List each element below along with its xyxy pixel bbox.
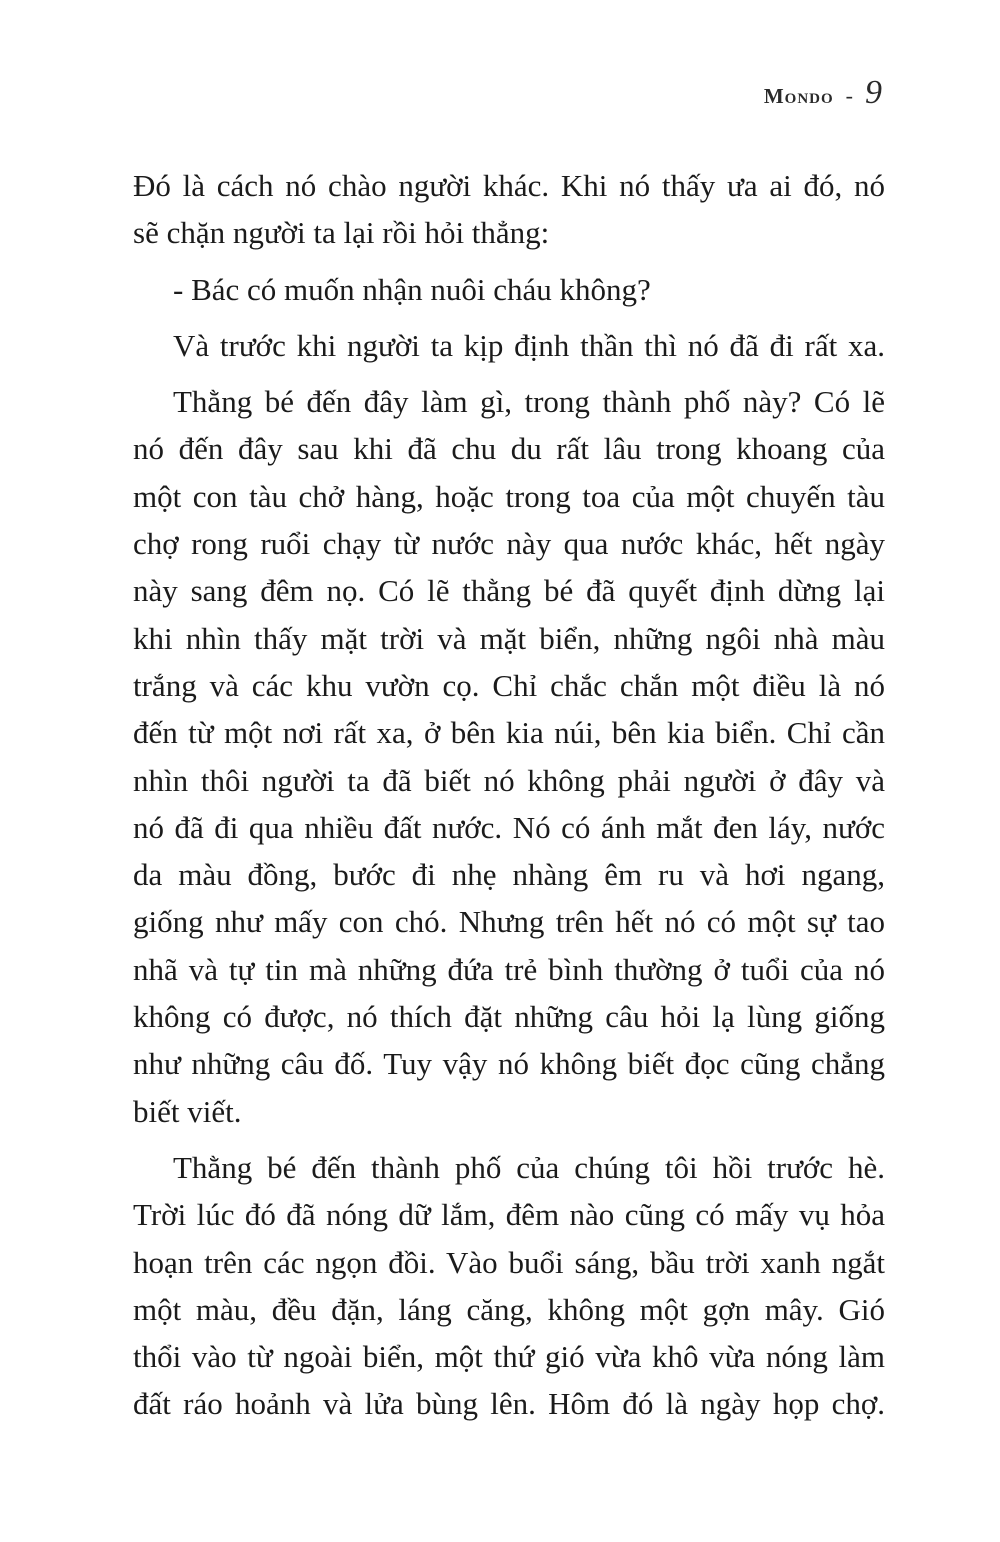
paragraph [133, 266, 885, 313]
text-line: sẽ chặn người ta lại rồi hỏi thẳng: [133, 215, 550, 251]
running-title: Mondo [763, 84, 834, 108]
text-line: Đó là cách nó chào người khác. Khi nó thấy ưa ai đó, nó [133, 168, 885, 203]
body-text [133, 162, 885, 1437]
text-line: nhã và tự tin mà những đứa trẻ bình thường ở tuổi của nó [133, 951, 885, 987]
text-line: Trời lúc đó đã nóng dữ lắm, đêm nào cũng có mấy vụ hỏa [133, 1197, 885, 1233]
text-line: một màu, đều đặn, láng căng, không một gợn mây. Gió [133, 1291, 885, 1327]
text-line: Và trước khi người ta kịp định thần thì nó đã đi rất xa. [173, 327, 885, 363]
text-line: nhìn thôi người ta đã biết nó không phải người ở đây và [133, 762, 885, 798]
paragraph [133, 1144, 885, 1428]
running-head [764, 76, 882, 110]
text-line: thổi vào từ ngoài biển, một thứ gió vừa khô vừa nóng làm [133, 1339, 885, 1375]
text-line: đất ráo hoảnh và lửa bùng lên. Hôm đó là ngày họp chợ. [133, 1386, 885, 1422]
text-line: - Bác có muốn nhận nuôi cháu không? [173, 271, 651, 307]
text-line: chợ rong ruổi chạy từ nước này qua nước khác, hết ngày [133, 526, 885, 562]
text-line: da màu đồng, bước đi nhẹ nhàng êm ru và hơi ngang, [133, 857, 885, 893]
text-line: hoạn trên các ngọn đồi. Vào buổi sáng, bầu trời xanh ngắt [133, 1244, 885, 1280]
text-line: trắng và các khu vườn cọ. Chỉ chắc chắn một điều là nó [133, 667, 885, 703]
text-line: biết viết. [133, 1093, 242, 1129]
text-line: này sang đêm nọ. Có lẽ thằng bé đã quyết định dừng lại [133, 573, 885, 609]
text-line: không có được, nó thích đặt những câu hỏi lạ lùng giống [133, 999, 885, 1035]
paragraph [133, 378, 885, 1135]
text-line: nó đã đi qua nhiều đất nước. Nó có ánh mắt đen láy, nước [133, 809, 885, 845]
text-line: đến từ một nơi rất xa, ở bên kia núi, bên kia biển. Chỉ cần [133, 715, 885, 751]
text-line: Thằng bé đến thành phố của chúng tôi hồi trước hè. [173, 1149, 885, 1185]
text-line: giống như mấy con chó. Nhưng trên hết nó có một sự tao [133, 904, 885, 940]
paragraph [133, 162, 885, 257]
text-line: như những câu đố. Tuy vậy nó không biết đọc cũng chẳng [133, 1046, 885, 1082]
running-head-separator: - [845, 83, 853, 108]
page-number: 9 [865, 74, 882, 111]
paragraph [133, 322, 885, 369]
text-line: nó đến đây sau khi đã chu du rất lâu trong khoang của [133, 431, 885, 467]
text-line: khi nhìn thấy mặt trời và mặt biển, những ngôi nhà màu [133, 620, 885, 656]
text-line: một con tàu chở hàng, hoặc trong toa của một chuyến tàu [133, 478, 885, 514]
text-line: Thằng bé đến đây làm gì, trong thành phố này? Có lẽ [173, 384, 885, 420]
